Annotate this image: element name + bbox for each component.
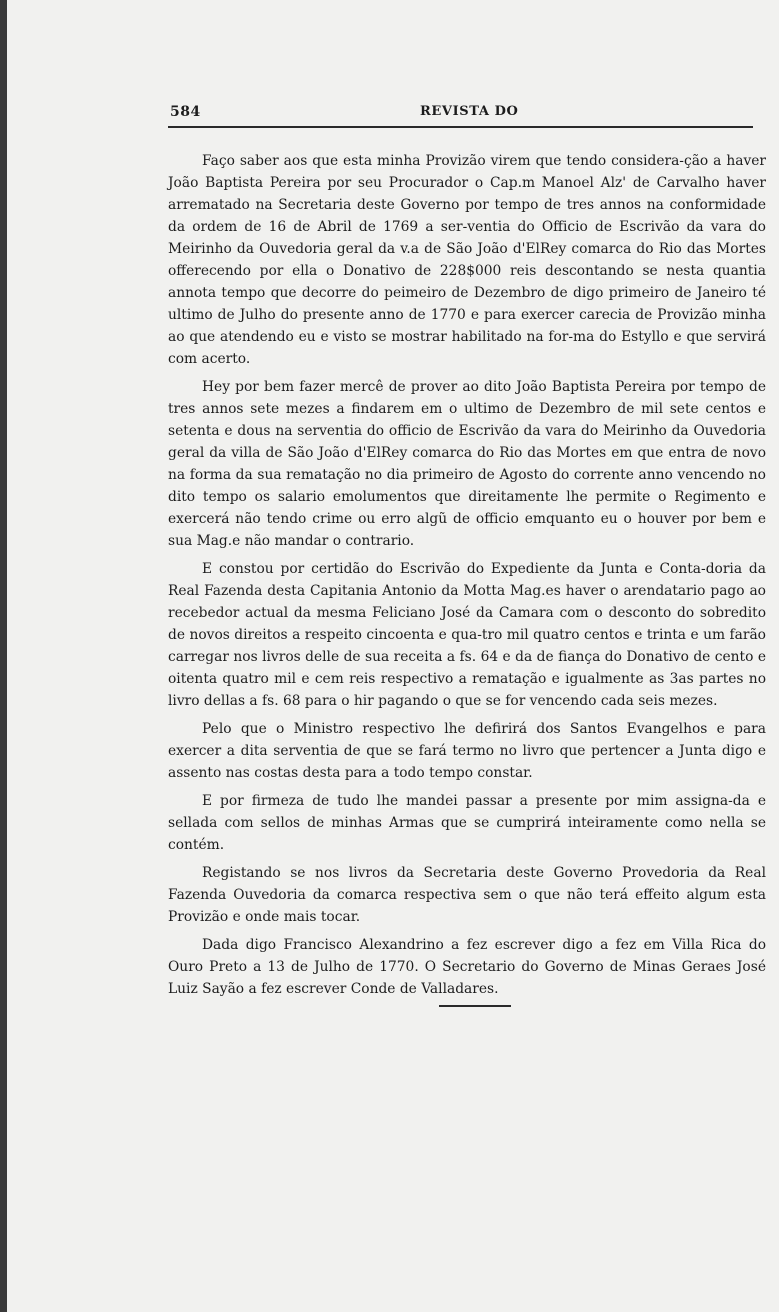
paragraph-dating-signature: Dada digo Francisco Alexandrino a fez escrever digo a fez em Villa Rica do Ouro Preto a 13 de Julho de 1770. O Secretario do Governo de Minas Geraes José Luiz Sayão a fez escrever Conde de Valladares. [168,937,766,997]
page-header [168,100,753,122]
paragraph-provision-intro: Faço saber aos que esta minha Provizão virem que tendo considera-ção a haver João Baptista Pereira por seu Procurador o Cap.m Manoel Alz' de Carvalho haver arrematado na Secretaria deste Governo por tempo de tres annos na conformidade da ordem de 16 de Abril de 1769 a ser-ventia do Officio de Escrivão da vara do Meirinho da Ouvedoria geral da v.a de São João d'ElRey comarca do Rio das Mortes offerecendo por ella o Donativo de 228$000 reis descontando se nesta quantia annota tempo que decorre do peimeiro de Dezembro de digo primeiro de Janeiro té ultimo de Julho do presente anno de 1770 e para exercer carecia de Provizão minha ao que atendendo eu e visto se mostrar habilitado na for-ma do Estyllo e que servirá com acerto. [168,153,766,367]
paragraph-registration: Registando se nos livros da Secretaria deste Governo Provedoria da Real Fazenda Ouvedoria da comarca respectiva sem o que não terá effeito algum esta Provizão e onde mais tocar. [168,865,766,925]
header-rule [168,126,753,128]
running-head: REVISTA DO [420,104,519,119]
paragraph-oath: Pelo que o Ministro respectivo lhe defirirá dos Santos Evangelhos e para exercer a dita serventia de que se fará termo no livro que pertencer a Junta digo e assento nas costas desta para a todo tempo constar. [168,721,766,781]
page-number: 584 [170,104,201,120]
paragraph-appointment: Hey por bem fazer mercê de prover ao dito João Baptista Pereira por tempo de tres annos sete mezes a findarem em o ultimo de Dezembro de mil sete centos e setenta e dous na serventia do officio de Escrivão da vara do Meirinho da Ouvedoria geral da villa de São João d'ElRey comarca do Rio das Mortes em que entra de novo na forma da sua rematação no dia primeiro de Agosto do corrente anno vencendo no dito tempo os salario emolumentos que direitamente lhe permite o Regimento e exercerá não tendo crime ou erro algũ de officio emquanto eu o houver por bem e sua Mag.e não mandar o contrario. [168,379,766,549]
paragraph-certification: E constou por certidão do Escrivão do Expediente da Junta e Conta-doria da Real Fazenda desta Capitania Antonio da Motta Mag.es haver o arendatario pago ao recebedor actual da mesma Feliciano José da Camara com o desconto do sobredito de novos direitos a respeito cincoenta e qua-tro mil quatro centos e trinta e um farão carregar nos livros delle de sua receita a fs. 64 e da de fiança do Donativo de cento e oitenta quatro mil e cem reis respectivo a rematação e igualmente as 3as partes no livro dellas a fs. 68 para o hir pagando o que se for vencendo cada seis mezes. [168,561,766,709]
body-text [168,150,766,1006]
paragraph-firmness: E por firmeza de tudo lhe mandei passar a presente por mim assigna-da e sellada com sellos de minhas Armas que se cumprirá inteiramente como nella se contém. [168,793,766,853]
closing-rule [439,1005,511,1007]
book-spine-edge [0,0,7,1312]
